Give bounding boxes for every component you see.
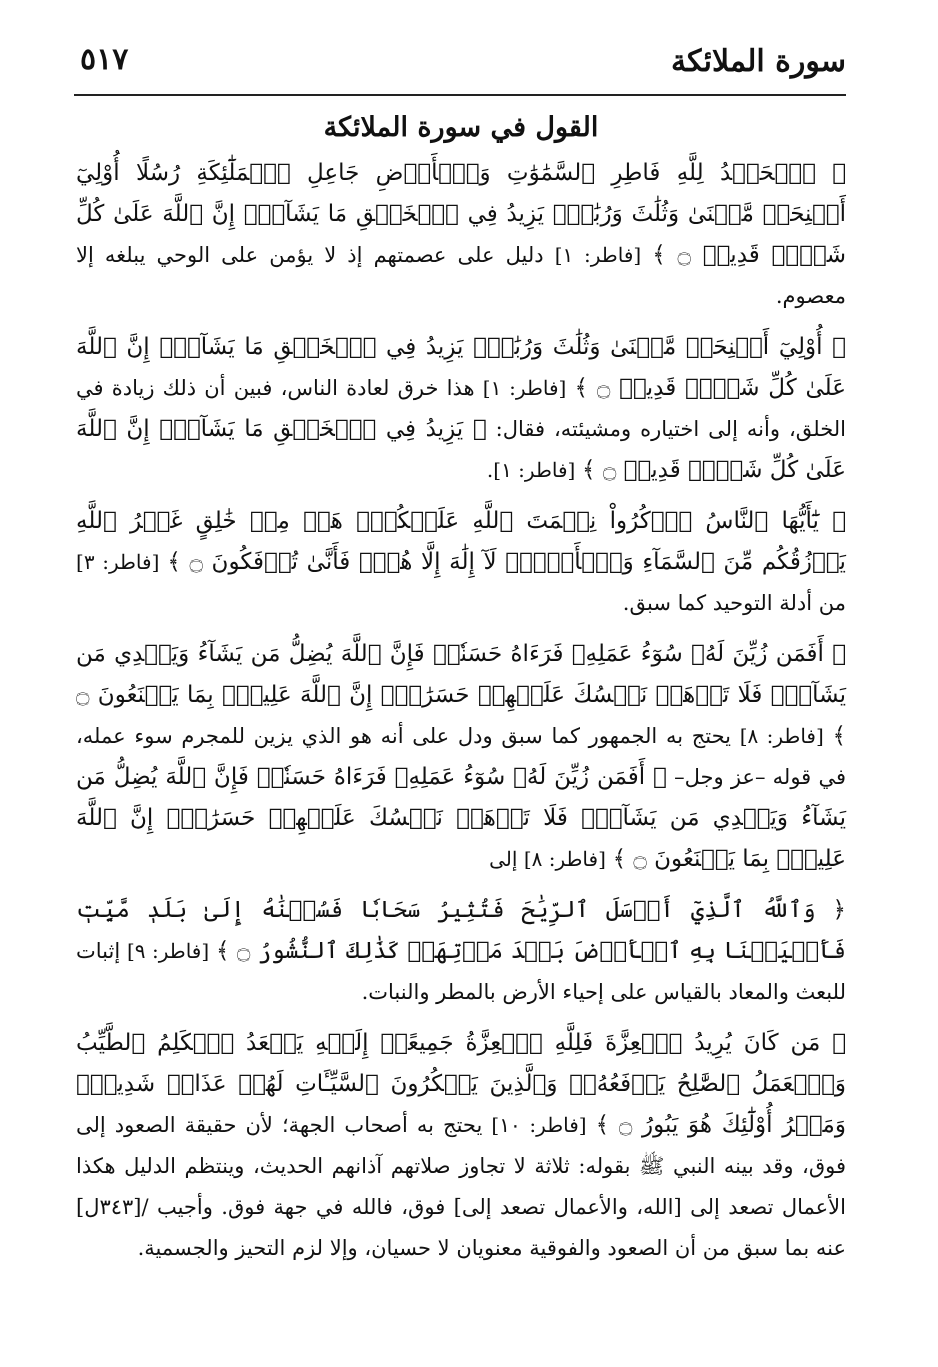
verse-reference: [فاطر: ١٠] bbox=[491, 1113, 587, 1137]
verse-reference: [فاطر: ٨] bbox=[739, 724, 824, 748]
verse-reference: [فاطر: ٩] bbox=[126, 939, 210, 963]
quran-verse: ﴿ مَن كَانَ يُرِيدُ ٱلۡعِزَّةَ فَلِلَّهِ ٱلۡعِزَّةُ جَمِيعًاۚ إِلَيۡهِ يَصۡعَدُ ٱلۡكَلِمُ ٱلطَّيِّبُ وَٱلۡعَمَلُ ٱلصَّٰلِحُ يَرۡفَعُهُۥۚ وَٱلَّذِينَ يَمۡكُرُونَ ٱلسَّيِّـَٔاتِ لَهُمۡ عَذَابٞ شَدِيدٞۖ وَمَكۡرُ أُوْلَٰٓئِكَ هُوَ يَبُورُ ۝ ﴾ bbox=[76, 1030, 846, 1138]
commentary-paragraph bbox=[76, 634, 846, 880]
verse-reference: [فاطر: ٨] إلى bbox=[489, 847, 606, 871]
commentary-text: يحتج به أصحاب الجهة؛ لأن حقيقة الصعود إلى فوق، وقد بينه النبي ﷺ بقوله: ثلاثة لا تجاوز صلاتهم آذانهم الحديث، وينتظم الدليل هكذا الأعمال تصعد إلى [الله، والأعمال تصعد إلى] فوق، فالله في جهة فوق. وأجيب /[٣٤٣ل] عنه بما سبق من أن الصعود والفوقية معنويان لا حسيان، وإلا لزم التحيز والجسمية. bbox=[76, 1113, 846, 1260]
verse-reference: [فاطر: ١] bbox=[482, 376, 567, 400]
commentary-paragraph bbox=[76, 153, 846, 317]
page-number: ٥١٧ bbox=[80, 42, 129, 77]
commentary-paragraph bbox=[76, 327, 846, 491]
commentary-paragraph bbox=[76, 501, 846, 624]
section-title: القول في سورة الملائكة bbox=[323, 112, 599, 143]
commentary-text: إثبات للبعث والمعاد بالقياس على إحياء الأرض بالمطر والنبات. bbox=[76, 939, 846, 1004]
page-body bbox=[76, 112, 846, 1279]
quran-verse: ﴿ وَٱللَّهُ ٱلَّذِيٓ أَرۡسَلَ ٱلرِّيَٰحَ فَتُثِيرُ سَحَابٗا فَسُقۡنَٰهُ إِلَىٰ بَلَدٖ مَّيِّتٖ فَأَحۡيَيۡنَا بِهِ ٱلۡأَرۡضَ بَعۡدَ مَوۡتِهَاۚ كَذَٰلِكَ ٱلنُّشُورُ ۝ ﴾ bbox=[76, 897, 846, 964]
quran-verse: ﴿ يَزِيدُ فِي ٱلۡخَلۡقِ مَا يَشَآءُۚ إِنَّ ٱللَّهَ عَلَىٰ كُلِّ شَيۡءٖ قَدِيرٞ ۝ ﴾ bbox=[76, 416, 846, 483]
verse-reference: [فاطر: ٣] bbox=[76, 550, 160, 574]
commentary-text: من أدلة التوحيد كما سبق. bbox=[622, 591, 846, 615]
commentary-paragraph bbox=[76, 890, 846, 1013]
verse-reference: [فاطر: ١] bbox=[554, 243, 642, 267]
quran-verse: ﴿ أَفَمَن زُيِّنَ لَهُۥ سُوٓءُ عَمَلِهِۦ فَرَءَاهُ حَسَنٗاۖ فَإِنَّ ٱللَّهَ يُضِلُّ مَن يَشَآءُ وَيَهۡدِي مَن يَشَآءُۖ فَلَا تَذۡهَبۡ نَفۡسُكَ عَلَيۡهِمۡ حَسَرَٰتٍۚ إِنَّ ٱللَّهَ عَلِيمُۢ بِمَا يَصۡنَعُونَ ۝ ﴾ bbox=[76, 641, 846, 749]
page-header bbox=[74, 42, 846, 96]
quran-verse: ﴿ أَفَمَن زُيِّنَ لَهُۥ سُوٓءُ عَمَلِهِۦ فَرَءَاهُ حَسَنٗاۖ فَإِنَّ ٱللَّهَ يُضِلُّ مَن يَشَآءُ وَيَهۡدِي مَن يَشَآءُۖ فَلَا تَذۡهَبۡ نَفۡسُكَ عَلَيۡهِمۡ حَسَرَٰتٍۚ إِنَّ ٱللَّهَ عَلِيمُۢ بِمَا يَصۡنَعُونَ ۝ ﴾ bbox=[76, 764, 846, 872]
quran-verse: ﴿ أُوْلِيٓ أَجۡنِحَةٖ مَّثۡنَىٰ وَثُلَٰثَ وَرُبَٰعَۚ يَزِيدُ فِي ٱلۡخَلۡقِ مَا يَشَآءُۚ إِنَّ ٱللَّهَ عَلَىٰ كُلِّ شَيۡءٖ قَدِيرٞ ۝ ﴾ bbox=[76, 334, 846, 401]
commentary-text: دليل على عصمتهم إذ لا يؤمن على الوحي يبلغه إلا معصوم. bbox=[76, 243, 846, 308]
verse-reference: [فاطر: ١]. bbox=[486, 458, 576, 482]
commentary-text: يحتج به الجمهور كما سبق ودل على أنه هو الذي يزين للمجرم سوء عمله، في قوله –عز وجل– bbox=[76, 724, 846, 789]
running-title: سورة الملائكة bbox=[670, 44, 846, 79]
commentary-paragraph bbox=[76, 1023, 846, 1269]
commentary-text: هذا خرق لعادة الناس، فبين أن ذلك زيادة في الخلق، وأنه إلى اختياره ومشيئته، فقال: bbox=[76, 376, 846, 441]
quran-verse: ﴿ ٱلۡحَمۡدُ لِلَّهِ فَاطِرِ ٱلسَّمَٰوَٰتِ وَٱلۡأَرۡضِ جَاعِلِ ٱلۡمَلَٰٓئِكَةِ رُسُلًا أُوْلِيٓ أَجۡنِحَةٖ مَّثۡنَىٰ وَثُلَٰثَ وَرُبَٰعَۚ يَزِيدُ فِي ٱلۡخَلۡقِ مَا يَشَآءُۚ إِنَّ ٱللَّهَ عَلَىٰ كُلِّ شَيۡءٖ قَدِيرٞ ۝ ﴾ bbox=[76, 160, 846, 268]
quran-verse: ﴿ يَٰٓأَيُّهَا ٱلنَّاسُ ٱذۡكُرُواْ نِعۡمَتَ ٱللَّهِ عَلَيۡكُمۡۚ هَلۡ مِنۡ خَٰلِقٍ غَيۡرُ ٱللَّهِ يَرۡزُقُكُم مِّنَ ٱلسَّمَآءِ وَٱلۡأَرۡضِۚ لَآ إِلَٰهَ إِلَّا هُوَۖ فَأَنَّىٰ تُؤۡفَكُونَ ۝ ﴾ bbox=[76, 508, 846, 575]
